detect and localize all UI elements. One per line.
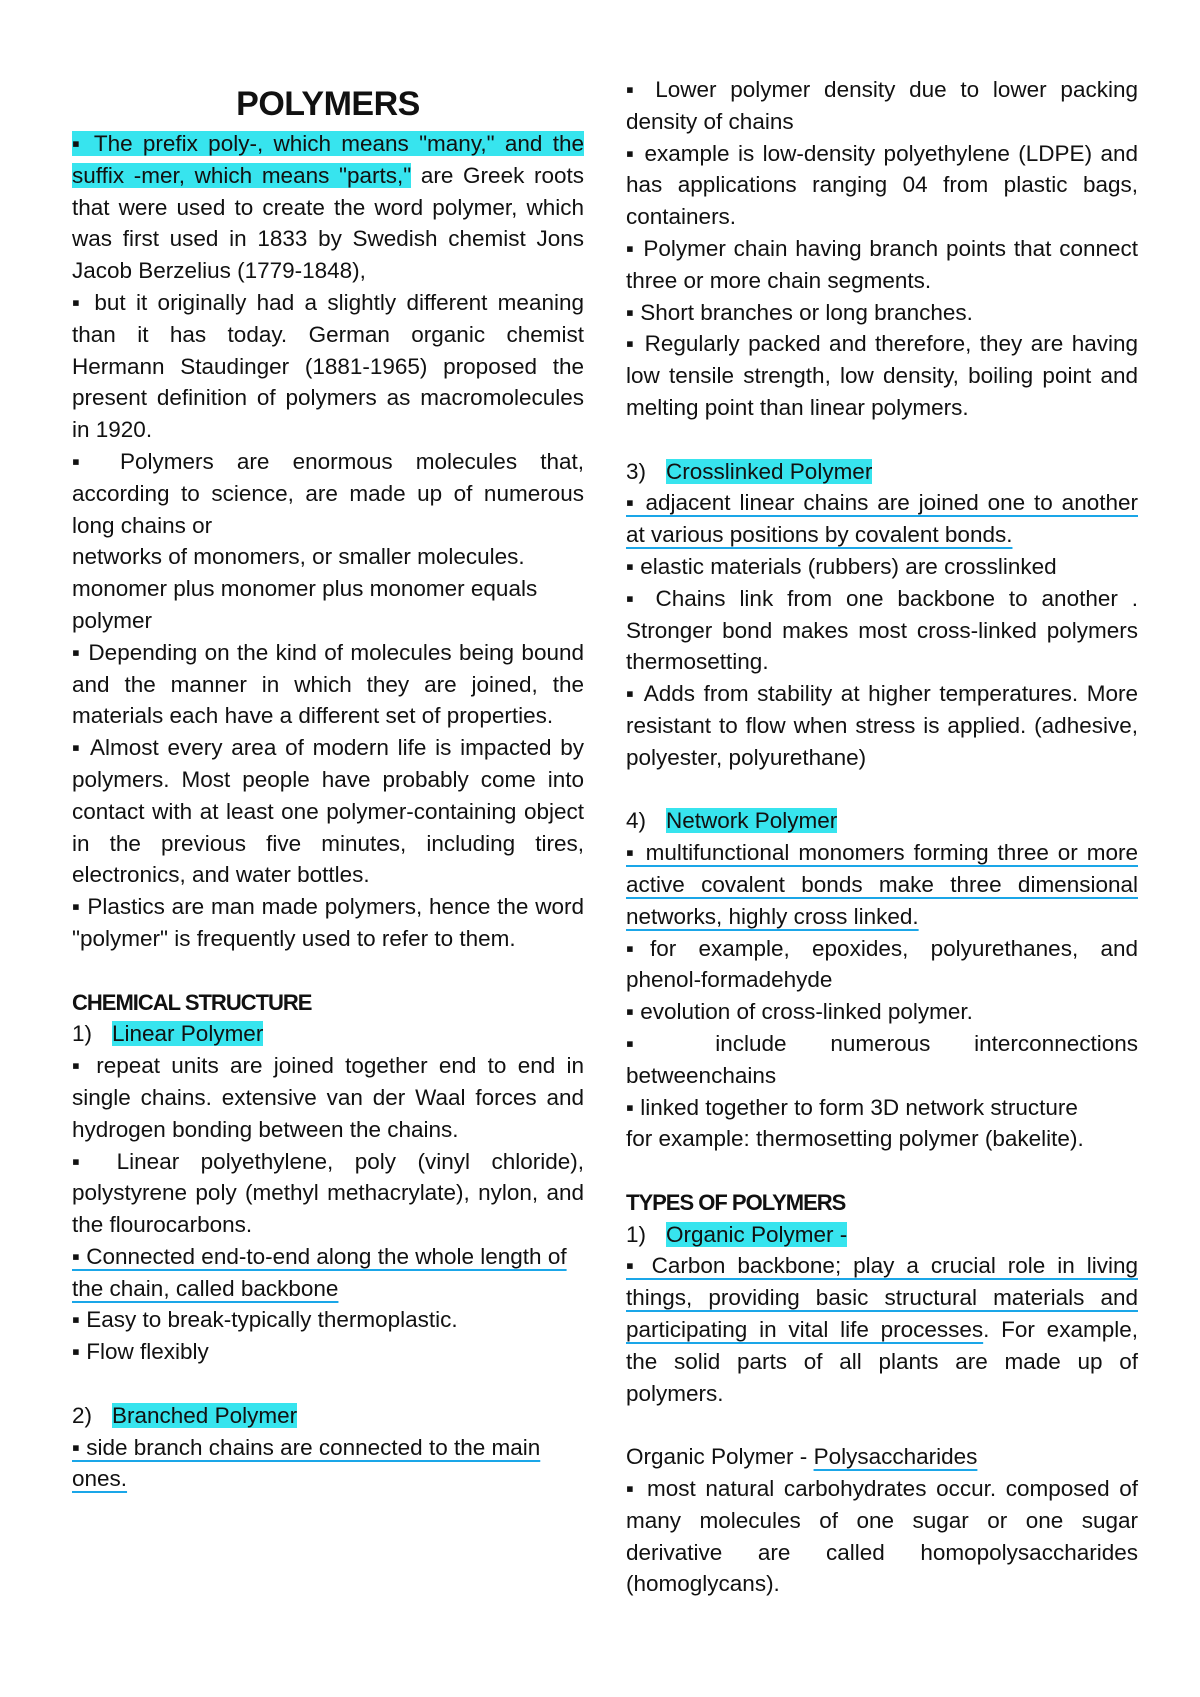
underlined-text: ▪ Carbon backbone; play a crucial role in living things, providing basic structural materials and participating in vital life processes xyxy=(626,1253,1138,1343)
linear-polymer-heading xyxy=(72,1018,584,1050)
polysaccharides-prefix: Organic Polymer - xyxy=(626,1444,814,1470)
underlined-text: ▪ Connected end-to-end along the whole length of the chain, called backbone xyxy=(72,1243,567,1301)
page-title: POLYMERS xyxy=(236,85,420,123)
intro-paragraph-1 xyxy=(72,128,584,287)
intro-paragraph-2: ▪ but it originally had a slightly different meaning than it has today. German organic chemist Hermann Staudinger (1881-1965) proposed the present definition of polymers as macromolecules in 1920. xyxy=(72,289,584,443)
linear-bullet-4: ▪ Easy to break-typically thermoplastic. xyxy=(72,1307,458,1333)
spacer xyxy=(626,1155,1138,1187)
intro-paragraph-6: ▪ Plastics are man made polymers, hence the word "polymer" is frequently used to refer to them. xyxy=(72,894,584,951)
network-bullet-2: ▪for example, epoxides, polyurethanes, and phenol-formadehyde xyxy=(626,935,1138,993)
linear-bullet-5: ▪ Flow flexibly xyxy=(72,1339,209,1365)
spacer xyxy=(72,1368,584,1400)
left-column xyxy=(72,74,584,1495)
item-number: 2) xyxy=(72,1402,93,1428)
crosslinked-bullet-3: ▪ Chains link from one backbone to another . Stronger bond makes most cross-linked polymers thermosetting. xyxy=(626,585,1138,675)
spacer xyxy=(626,1409,1138,1441)
spacer xyxy=(626,774,1138,806)
network-polymer-title: Network Polymer xyxy=(666,808,838,834)
intro-paragraph-3b: networks of monomers, or smaller molecules. xyxy=(72,544,525,570)
polysaccharides-title: Polysaccharides xyxy=(813,1444,978,1470)
network-bullet-5: ▪ linked together to form 3D network structure xyxy=(626,1094,1078,1120)
branched-bullet-4: ▪ Polymer chain having branch points that connect three or more chain segments. xyxy=(626,235,1138,293)
crosslinked-bullet-4: ▪ Adds from stability at higher temperatures. More resistant to flow when stress is applied. (adhesive, polyester, polyurethane) xyxy=(626,681,1138,770)
crosslinked-bullet-2: ▪ elastic materials (rubbers) are crosslinked xyxy=(626,553,1057,579)
organic-polymer-title: Organic Polymer - xyxy=(666,1221,848,1247)
types-of-polymers-heading: TYPES OF POLYMERS xyxy=(626,1189,846,1215)
network-bullet-6: for example: thermosetting polymer (bakelite). xyxy=(626,1126,1084,1152)
crosslinked-bullet-1 xyxy=(626,487,1138,551)
branched-polymer-heading xyxy=(72,1400,584,1432)
underlined-text: ▪ side branch chains are connected to the main ones. xyxy=(72,1434,541,1492)
network-polymer-heading xyxy=(626,805,1138,837)
linear-polymer-title: Linear Polymer xyxy=(112,1021,264,1047)
branched-bullet-6: ▪ Regularly packed and therefore, they are having low tensile strength, low density, boiling point and melting point than linear polymers. xyxy=(626,331,1138,420)
intro-paragraph-3c: monomer plus monomer plus monomer equals polymer xyxy=(72,576,538,633)
network-bullet-3: ▪ evolution of cross-linked polymer. xyxy=(626,999,973,1025)
underlined-text: ▪ adjacent linear chains are joined one to another at various positions by covalent bonds. xyxy=(626,490,1138,548)
spacer xyxy=(626,424,1138,456)
organic-bullet-1 xyxy=(626,1250,1138,1409)
branched-bullet-5: ▪ Short branches or long branches. xyxy=(626,299,973,325)
crosslinked-polymer-title: Crosslinked Polymer xyxy=(666,458,873,484)
underlined-text: ▪ multifunctional monomers forming three or more active covalent bonds make three dimensional networks, highly cross linked. xyxy=(626,840,1138,929)
intro-paragraph-3: ▪ Polymers are enormous molecules that, according to science, are made up of numerous long chains or xyxy=(72,448,584,538)
linear-bullet-1: ▪ repeat units are joined together end to end in single chains. extensive van der Waal forces and hydrogen bonding between the chains. xyxy=(72,1053,584,1142)
item-number: 1) xyxy=(72,1021,93,1047)
linear-bullet-3 xyxy=(72,1241,584,1305)
polysaccharides-heading xyxy=(626,1441,1138,1473)
crosslinked-polymer-heading xyxy=(626,456,1138,488)
paragraph-text: . For example, the solid parts of all plants are made up of polymers. xyxy=(626,1317,1138,1406)
intro-paragraph-5: ▪ Almost every area of modern life is impacted by polymers. Most people have probably come into contact with at least one polymer-containing object in the previous five minutes, including tires, electronics, and water bottles. xyxy=(72,735,584,888)
right-column xyxy=(626,74,1138,1600)
highlighted-text: ▪ The prefix poly-, which means "many," and the suffix -mer, which means "parts," xyxy=(72,131,584,188)
item-number: 1) xyxy=(626,1221,647,1247)
branched-polymer-title: Branched Polymer xyxy=(112,1402,298,1428)
branched-bullet-2: ▪ Lower polymer density due to lower packing density of chains xyxy=(626,77,1138,134)
network-bullet-1 xyxy=(626,837,1138,932)
intro-paragraph-4: ▪ Depending on the kind of molecules being bound and the manner in which they are joined, the materials each have a different set of properties. xyxy=(72,639,584,729)
organic-polymer-heading xyxy=(626,1219,1138,1251)
network-bullet-4: ▪ include numerous interconnections betweenchains xyxy=(626,1030,1138,1088)
linear-bullet-2: ▪ Linear polyethylene, poly (vinyl chloride), polystyrene poly (methyl methacrylate), nylon, and the flourocarbons. xyxy=(72,1148,584,1238)
branched-bullet-1 xyxy=(72,1432,584,1496)
item-number: 3) xyxy=(626,458,647,484)
paragraph-text: are Greek roots that were used to create the word polymer, which was first used in 1833 by Swedish chemist Jons Jacob Berzelius (1779-1848), xyxy=(72,162,584,284)
chemical-structure-heading: CHEMICAL STRUCTURE xyxy=(72,989,312,1015)
item-number: 4) xyxy=(626,808,647,834)
polysaccharides-bullet-1: ▪ most natural carbohydrates occur. composed of many molecules of one sugar or one sugar derivative are called homopolysaccharides (homoglycans). xyxy=(626,1476,1138,1597)
spacer xyxy=(72,955,584,987)
branched-bullet-3: ▪ example is low-density polyethylene (LDPE) and has applications ranging 04 from plastic bags, containers. xyxy=(626,140,1138,230)
